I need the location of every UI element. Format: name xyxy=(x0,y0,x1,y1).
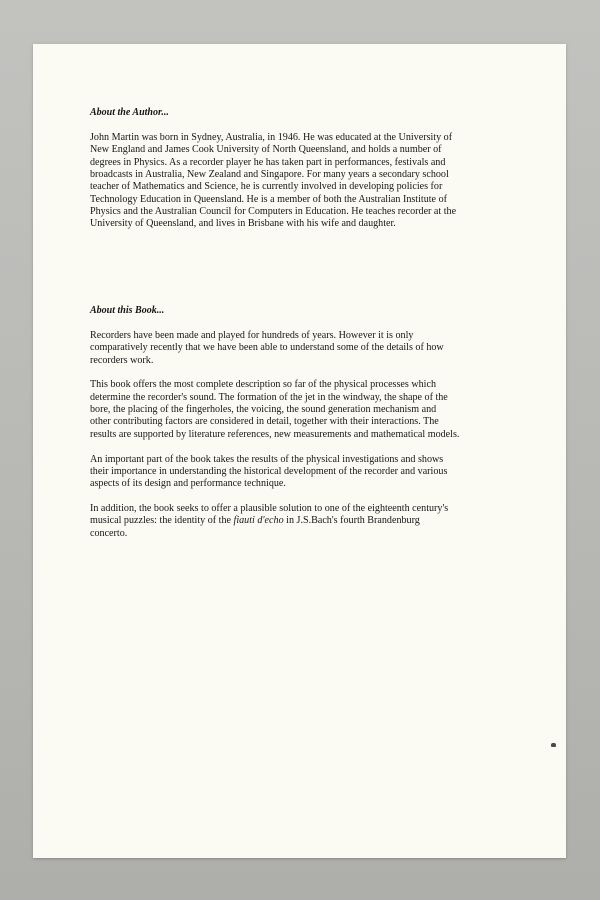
book-back-cover-page xyxy=(33,44,566,858)
paragraph-line: comparatively recently that we have been able to understand some of the details of how xyxy=(90,342,444,354)
paragraph-line: bore, the placing of the fingerholes, the voicing, the sound generation mechanism and xyxy=(90,404,437,416)
about-the-author-heading: About the Author... xyxy=(90,107,169,118)
line-text-after: in J.S.Bach's fourth Brandenburg xyxy=(283,515,420,527)
about-this-book-section xyxy=(90,304,520,552)
biography-line: University of Queensland, and lives in Brisbane with his wife and daughter. xyxy=(90,218,396,230)
biography-line: teacher of Mathematics and Science, he is currently involved in developing policies for xyxy=(90,181,443,193)
biography-line: New England and James Cook University of North Queensland, and holds a number of xyxy=(90,144,442,156)
paragraph-line: concerto. xyxy=(90,527,128,539)
book-paragraph-physics xyxy=(90,379,520,441)
page-blemish-mark xyxy=(551,743,556,747)
biography-line: broadcasts in Australia, New Zealand and Singapore. For many years a secondary school xyxy=(90,169,449,181)
line-text-before: musical puzzles: the identity of the xyxy=(90,515,234,527)
book-paragraph-history xyxy=(90,330,520,367)
biography-line: Technology Education in Queensland. He is a member of both the Australian Institute of xyxy=(90,193,447,205)
paragraph-line: recorders work. xyxy=(90,354,154,366)
paragraph-line: Recorders have been made and played for hundreds of years. However it is only xyxy=(90,330,414,341)
about-this-book-heading: About this Book... xyxy=(90,305,165,316)
paragraph-line-with-italic xyxy=(90,515,520,527)
book-paragraph-bach-puzzle xyxy=(90,503,520,540)
biography-line: Physics and the Australian Council for Computers in Education. He teaches recorder at the xyxy=(90,206,457,218)
about-the-author-section xyxy=(90,106,520,243)
biography-line: degrees in Physics. As a recorder player he has taken part in performances, festivals and xyxy=(90,156,446,168)
paragraph-line: results are supported by literature references, new measurements and mathematical models. xyxy=(90,428,460,440)
paragraph-line: In addition, the book seeks to offer a plausible solution to one of the eighteenth century's xyxy=(90,502,449,514)
biography-line: John Martin was born in Sydney, Australia, in 1946. He was educated at the University of xyxy=(90,132,453,143)
paragraph-line: aspects of its design and performance technique. xyxy=(90,478,286,490)
paragraph-line: An important part of the book takes the results of the physical investigations and shows xyxy=(90,453,444,465)
paragraph-line: their importance in understanding the historical development of the recorder and various xyxy=(90,465,448,477)
paragraph-line: determine the recorder's sound. The formation of the jet in the windway, the shape of the xyxy=(90,391,448,403)
author-biography-paragraph xyxy=(90,132,520,231)
fiauti-d-echo-term: fiauti d'echo xyxy=(233,515,284,527)
paragraph-line: other contributing factors are considered in detail, together with their interactions. The xyxy=(90,416,439,428)
paragraph-line: This book offers the most complete description so far of the physical processes which xyxy=(90,379,437,391)
book-paragraph-history-development xyxy=(90,454,520,491)
